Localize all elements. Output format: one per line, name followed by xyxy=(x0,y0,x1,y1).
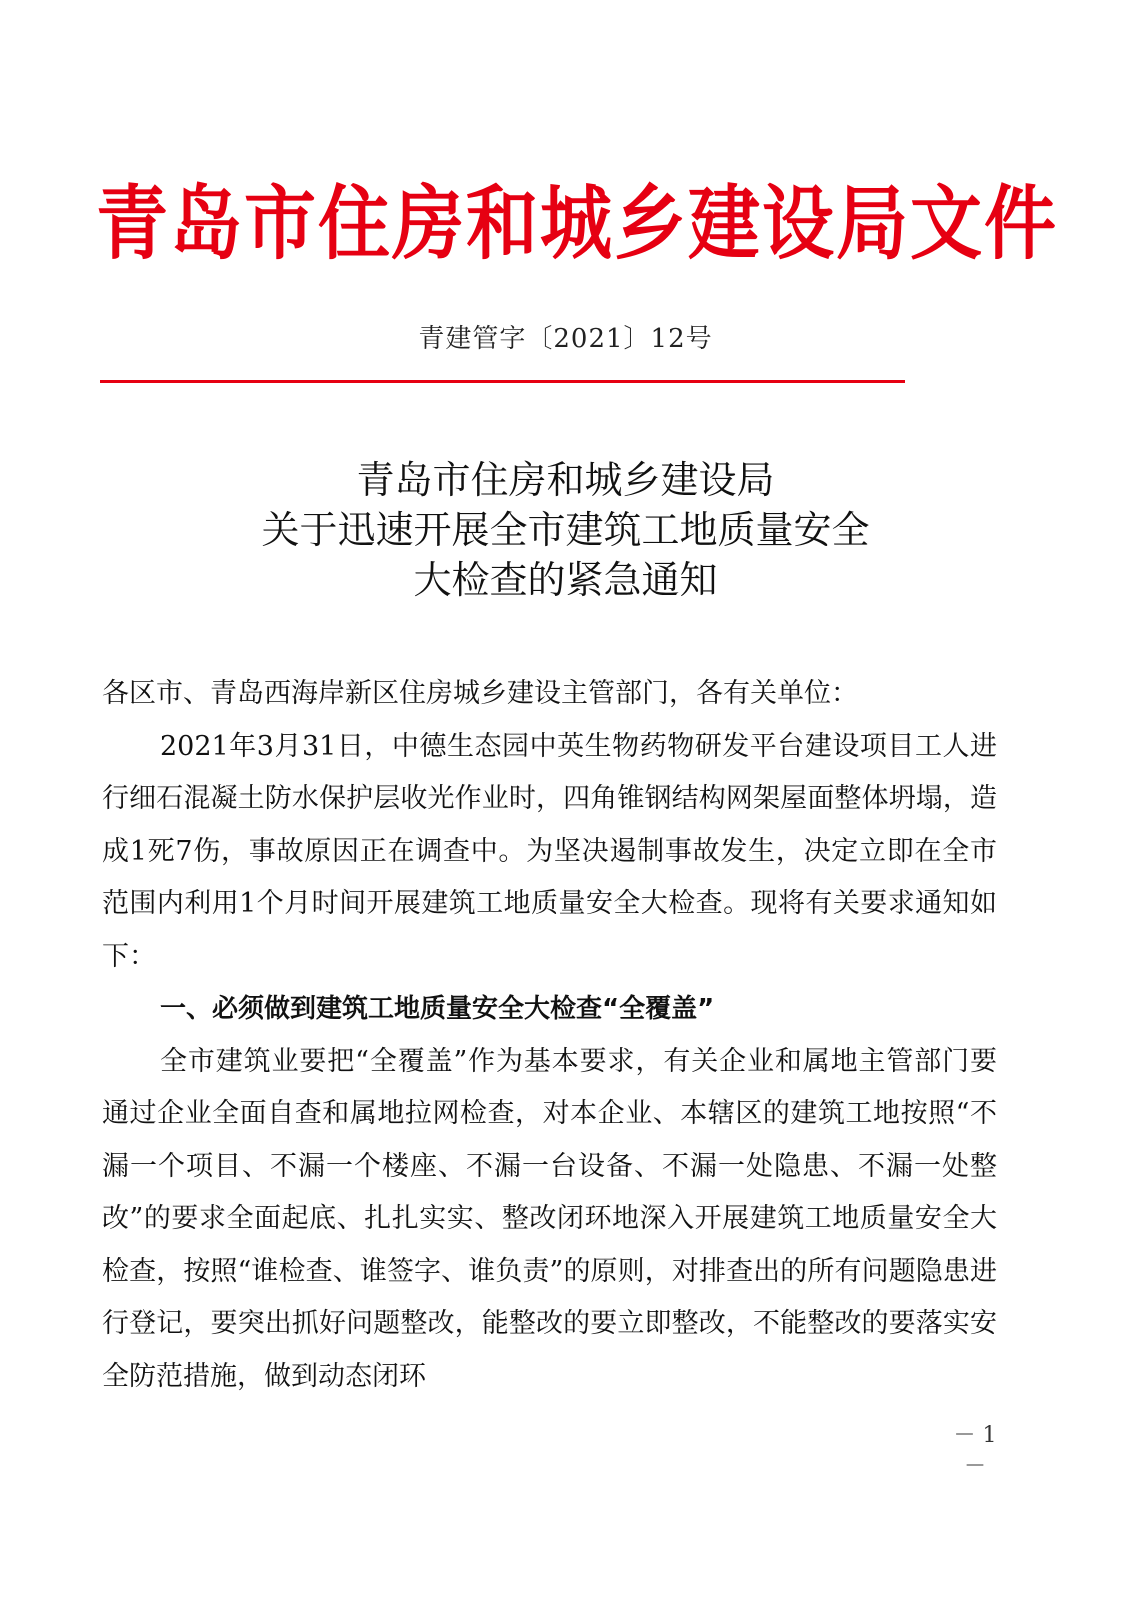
page-number: － 1 － xyxy=(953,1423,997,1479)
red-divider-line xyxy=(100,380,905,383)
body-paragraph-1: 2021年3月31日，中德生态园中英生物药物研发平台建设项目工人进行细石混凝土防水保护层收光作业时，四角锥钢结构网架屋面整体坍塌，造成1死7伤，事故原因正在调查中。为坚决遏制事故发生，决定立即在全市范围内利用1个月时间开展建筑工地质量安全大检查。现将有关要求通知如下： xyxy=(102,730,997,972)
document-number: 青建管字〔2021〕12号 xyxy=(418,324,713,354)
agency-header-title: 青岛市住房和城乡建设局文件 xyxy=(96,176,1059,271)
notice-title xyxy=(0,455,1131,605)
notice-title-line-2: 关于迅速开展全市建筑工地质量安全 xyxy=(261,508,870,552)
section-heading-1: 一、必须做到建筑工地质量安全大检查“全覆盖” xyxy=(160,994,715,1024)
body-paragraph-2: 全市建筑业要把“全覆盖”作为基本要求，有关企业和属地主管部门要通过企业全面自查和属地拉网检查，对本企业、本辖区的建筑工地按照“不漏一个项目、不漏一个楼座、不漏一台设备、不漏一处隐患、不漏一处整改”的要求全面起底、扎扎实实、整改闭环地深入开展建筑工地质量安全大检查，按照“谁检查、谁签字、谁负责”的原则，对排查出的所有问题隐患进行登记，要突出抓好问题整改，能整改的要立即整改，不能整改的要落实安全防范措施，做到动态闭环 xyxy=(102,1045,997,1392)
notice-title-line-1: 青岛市住房和城乡建设局 xyxy=(356,458,775,502)
notice-title-line-3: 大检查的紧急通知 xyxy=(413,558,718,602)
salutation: 各区市、青岛西海岸新区住房城乡建设主管部门，各有关单位： xyxy=(102,678,858,709)
notice-body xyxy=(102,668,997,1403)
